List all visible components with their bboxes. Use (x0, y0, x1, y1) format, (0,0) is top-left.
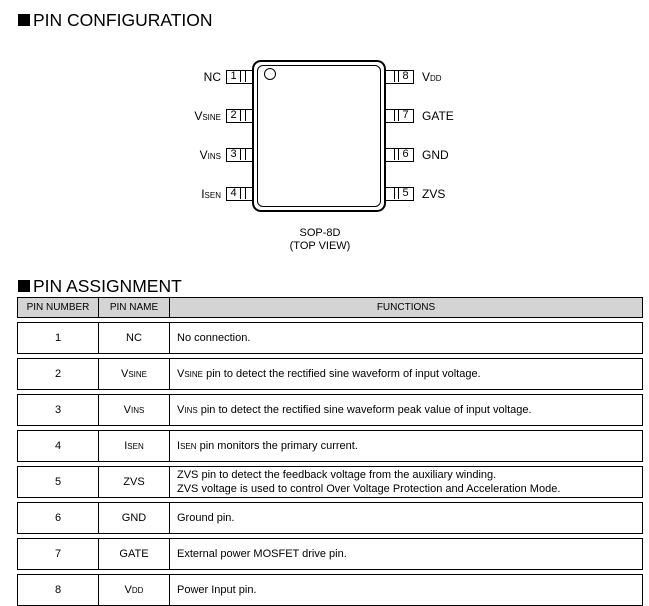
chip-inner-outline (257, 65, 381, 207)
table-row (18, 359, 643, 390)
pin-assignment-title (18, 276, 182, 296)
pin-2-label (194, 109, 221, 125)
function-text: Power Input pin. (177, 584, 257, 596)
chip-body (252, 60, 386, 212)
pin-6-name: GND (422, 148, 449, 162)
table-body (18, 318, 643, 606)
table-row (18, 431, 643, 462)
function-text: pin to detect the rectified sine waveform peak value of input voltage. (197, 403, 532, 416)
pin-name: ZVS (123, 476, 145, 488)
pin-7-name: GATE (422, 109, 454, 123)
pin-number: 7 (398, 110, 412, 121)
pin-name: V (124, 583, 132, 596)
pin-number-cell: 8 (18, 575, 99, 606)
pin-name-subscript: SEN (127, 441, 144, 451)
function-prefix: V (177, 403, 185, 416)
pin-1-label (204, 70, 221, 84)
header-pin-number: PIN NUMBER (18, 298, 99, 318)
pin-name: V (123, 403, 131, 416)
function-text: pin to detect the rectified sine waveform of input voltage. (203, 367, 481, 380)
function-cell (170, 503, 643, 534)
table-row (18, 467, 643, 498)
pin-1 (226, 70, 253, 84)
package-name: SOP-8D (299, 227, 341, 239)
pin-number: 5 (398, 188, 412, 199)
pin-number: 3 (227, 149, 241, 160)
pin-8-name: V (422, 70, 431, 84)
pin-name-cell (99, 359, 170, 390)
function-cell (170, 359, 643, 390)
pin-number: 8 (398, 71, 412, 82)
pin-4-label (201, 187, 221, 203)
function-cell (170, 323, 643, 354)
pin-3-subscript: INS (207, 152, 221, 161)
function-text: ZVS pin to detect the feedback voltage from the auxiliary winding. (177, 469, 497, 481)
pin-number-cell: 1 (18, 323, 99, 354)
function-cell (170, 395, 643, 426)
pin-3 (226, 148, 253, 162)
pin-name: NC (126, 332, 142, 344)
pin-number-cell: 5 (18, 467, 99, 498)
pin-8-subscript: DD (430, 74, 442, 83)
function-line (177, 547, 642, 561)
header-functions: FUNCTIONS (170, 298, 643, 318)
table-row (18, 323, 643, 354)
function-text: pin monitors the primary current. (196, 439, 358, 452)
pin-number-cell: 2 (18, 359, 99, 390)
pin-2-subscript: SINE (202, 113, 221, 122)
pin-4-subscript: SEN (204, 191, 221, 200)
pin-6-label (422, 148, 449, 162)
pin-lead-stripe (243, 71, 246, 82)
function-line (177, 468, 642, 482)
pin-1-name: NC (203, 70, 221, 84)
function-line (177, 511, 642, 525)
pin-number-cell: 3 (18, 395, 99, 426)
pin-lead-stripe (243, 188, 246, 199)
pin-number: 4 (227, 188, 241, 199)
pin-name-subscript: INS (131, 405, 145, 415)
square-bullet-icon (18, 14, 30, 26)
function-prefix: I (177, 439, 181, 452)
pin-configuration-title-text: PIN CONFIGURATION (33, 10, 213, 30)
pin-5-name: ZVS (422, 187, 446, 201)
pin-number-cell: 6 (18, 503, 99, 534)
table-header-row (18, 298, 643, 318)
pin1-marker-icon (264, 68, 276, 80)
pin-3-name: V (199, 148, 208, 162)
function-text: No connection. (177, 332, 251, 344)
pin-lead-stripe (243, 110, 246, 121)
function-text: Ground pin. (177, 512, 235, 524)
function-subscript: SEN (180, 441, 197, 451)
function-cell (170, 467, 643, 498)
pin-number-cell: 7 (18, 539, 99, 570)
pin-2 (226, 109, 253, 123)
table-row (18, 503, 643, 534)
pin-name-cell (99, 539, 170, 570)
function-line (177, 482, 642, 496)
function-cell (170, 431, 643, 462)
pin-4-name: I (201, 187, 205, 201)
package-view: (TOP VIEW) (289, 240, 351, 252)
pin-name-cell (99, 575, 170, 606)
pin-lead-stripe (392, 188, 395, 199)
function-line (177, 583, 642, 597)
pin-2-name: V (194, 109, 203, 123)
function-cell (170, 575, 643, 606)
pin-name-cell (99, 395, 170, 426)
pin-3-label (200, 148, 221, 164)
pin-7-label (422, 109, 454, 123)
pin-8 (385, 70, 414, 84)
pin-name: V (120, 367, 129, 380)
function-subscript: INS (184, 405, 198, 415)
pin-assignment-title-text: PIN ASSIGNMENT (33, 276, 182, 296)
function-text: External power MOSFET drive pin. (177, 548, 347, 560)
function-line (177, 331, 642, 345)
pin-name-cell (99, 467, 170, 498)
pin-lead-stripe (243, 149, 246, 160)
pin-name: GATE (119, 548, 149, 560)
pin-5 (385, 187, 414, 201)
table-row (18, 539, 643, 570)
function-cell (170, 539, 643, 570)
pin-number: 2 (227, 110, 241, 121)
pin-configuration-title (18, 10, 213, 30)
function-line (177, 439, 642, 454)
pin-number: 1 (227, 71, 241, 82)
square-bullet-icon (18, 280, 30, 292)
pin-6 (385, 148, 414, 162)
pin-lead-stripe (392, 110, 395, 121)
function-line (177, 403, 642, 418)
pin-lead-stripe (392, 149, 395, 160)
pin-name-cell (99, 431, 170, 462)
pin-8-label (422, 70, 442, 86)
function-line (177, 367, 642, 382)
pin-7 (385, 109, 414, 123)
table-row (18, 575, 643, 606)
function-text: ZVS voltage is used to control Over Voltage Protection and Acceleration Mode. (177, 483, 561, 495)
function-subscript: SINE (184, 369, 204, 379)
function-prefix: V (177, 367, 185, 380)
header-pin-name: PIN NAME (99, 298, 170, 318)
pin-name-cell (99, 323, 170, 354)
pin-4 (226, 187, 253, 201)
pin-name-subscript: SINE (128, 369, 147, 379)
table-row (18, 395, 643, 426)
pin-lead-stripe (392, 71, 395, 82)
pin-number-cell: 4 (18, 431, 99, 462)
pin-assignment-table (17, 297, 643, 606)
pin-name-cell (99, 503, 170, 534)
pin-5-label (422, 187, 445, 201)
pin-name: I (124, 439, 128, 452)
pin-name: GND (121, 512, 147, 524)
pin-number: 6 (398, 149, 412, 160)
pin-name-subscript: DD (131, 585, 144, 595)
